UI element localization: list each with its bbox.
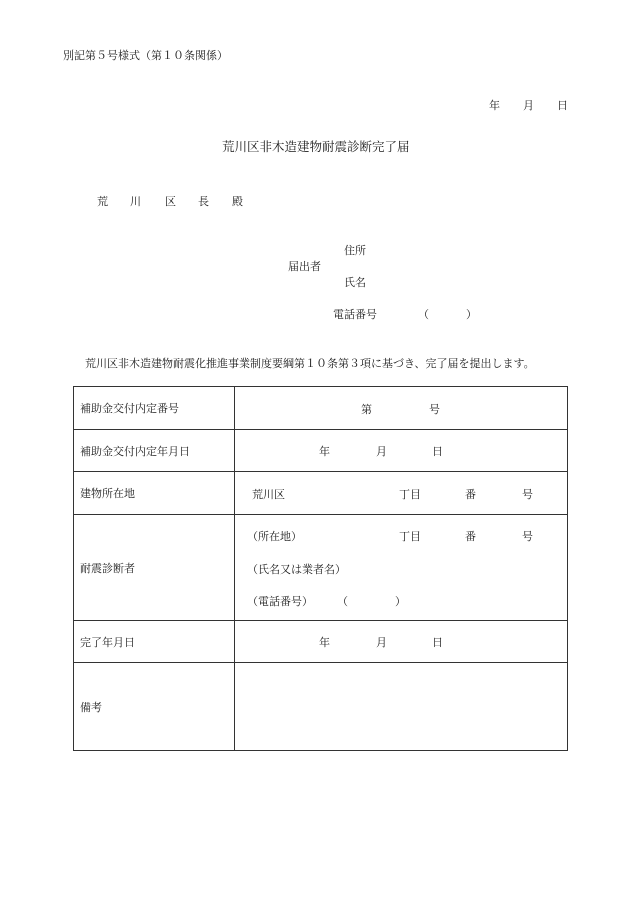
- chome-label: 丁目: [399, 488, 421, 501]
- month-label: 月: [376, 445, 387, 458]
- year-label: 年: [319, 445, 330, 458]
- month-label: 月: [376, 636, 387, 649]
- diagnostician-phone-label: （電話番号）: [247, 595, 313, 608]
- diagnostician-field[interactable]: [235, 515, 568, 621]
- go-label: 号: [522, 488, 533, 501]
- table-row: [74, 430, 568, 472]
- row-label-building-location: 建物所在地: [74, 472, 235, 515]
- ban-label: 番: [465, 488, 476, 501]
- addressee-char: 区: [165, 195, 176, 208]
- phone-paren-close: ）: [466, 308, 477, 321]
- address-label: 住所: [344, 244, 366, 257]
- day-label: 日: [432, 445, 443, 458]
- row-label-grant-date: 補助金交付内定年月日: [74, 430, 235, 472]
- year-label: 年: [319, 636, 330, 649]
- diagnostician-name-label: （氏名又は業者名）: [247, 563, 346, 576]
- diagnostician-location-label: （所在地）: [247, 530, 302, 543]
- addressee-char: 殿: [232, 195, 243, 208]
- addressee-char: 川: [130, 195, 141, 208]
- addressee-char: 長: [198, 195, 209, 208]
- phone-label: 電話番号: [333, 308, 377, 321]
- ward-label: 荒川区: [252, 488, 285, 501]
- go-label: 号: [522, 530, 533, 543]
- grant-number-field[interactable]: [235, 387, 568, 430]
- row-label-grant-number: 補助金交付内定番号: [74, 387, 235, 430]
- form-number: 別記第５号様式（第１０条関係）: [63, 49, 228, 62]
- table-row: [74, 472, 568, 515]
- row-label-completion-date: 完了年月日: [74, 621, 235, 663]
- table-row: [74, 515, 568, 621]
- date-month-label: 月: [523, 99, 534, 112]
- table-row: [74, 663, 568, 751]
- go-label: 号: [429, 403, 440, 416]
- phone-paren-open: （: [337, 595, 348, 608]
- document-title: 荒川区非木造建物耐震診断完了届: [222, 139, 410, 154]
- completion-date-field[interactable]: [235, 621, 568, 663]
- ban-label: 番: [465, 530, 476, 543]
- table-row: [74, 621, 568, 663]
- statement-text: 荒川区非木造建物耐震化推進事業制度要綱第１０条第３項に基づき、完了届を提出します。: [85, 357, 535, 370]
- date-day-label: 日: [557, 99, 568, 112]
- table-row: [74, 387, 568, 430]
- chome-label: 丁目: [399, 530, 421, 543]
- dai-label: 第: [361, 403, 372, 416]
- date-year-label: 年: [489, 99, 500, 112]
- remarks-field[interactable]: [235, 663, 568, 751]
- row-label-remarks: 備考: [74, 663, 235, 751]
- day-label: 日: [432, 636, 443, 649]
- name-label: 氏名: [344, 276, 366, 289]
- applicant-label: 届出者: [288, 260, 321, 273]
- phone-paren-close: ）: [395, 595, 406, 608]
- completion-form-table: [73, 386, 568, 751]
- row-label-diagnostician: 耐震診断者: [74, 515, 235, 621]
- building-location-field[interactable]: [235, 472, 568, 515]
- addressee-char: 荒: [97, 195, 108, 208]
- grant-date-field[interactable]: [235, 430, 568, 472]
- phone-paren-open: （: [418, 308, 429, 321]
